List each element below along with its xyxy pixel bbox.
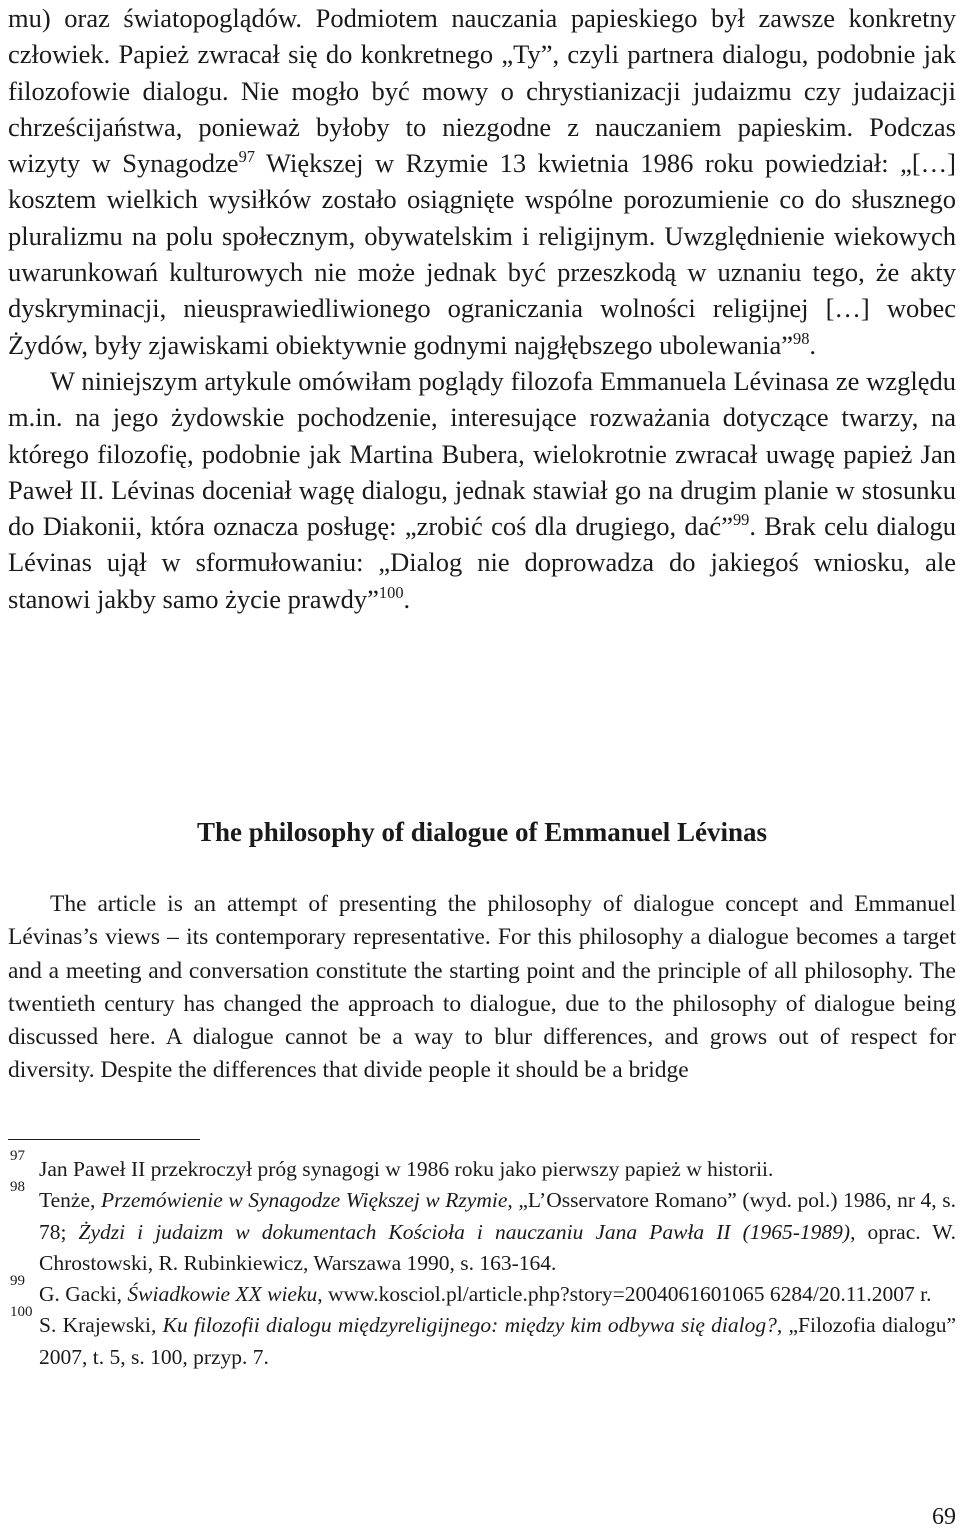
footnote-number: 97 (10, 1148, 25, 1164)
cited-title: Świadkowie XX wieku (127, 1282, 318, 1307)
footnote-ref-97[interactable]: 97 (238, 147, 255, 167)
footnote-ref-100[interactable]: 100 (378, 582, 404, 602)
body-paragraph-1: mu) oraz światopoglądów. Podmiotem nauczania papieskiego był zawsze konkretny człowiek. Papież zwracał się do konkretnego „Ty”, czyli partnera dialogu, podobnie jak filozofowie dialogu. Nie mogło być mowy o chrystianizacji judaizmu czy judaizacji chrześcijaństwa, ponieważ byłoby to niezgodne z nauczaniem papieskim. Podczas wizyty w Synagodze$^{97}$ Większej w Rzymie 13 kwietnia 1986 roku powiedział: „[…] kosztem wielkich wysiłków zostało osiągnięte wspólne porozumienie co do słusznego pluralizmu na polu społecznym, obywatelskim i religijnym. Uwzględnienie wiekowych uwarunkowań kulturowych nie może jednak być przeszkodą w uznaniu tego, że akty dyskryminacji, nieusprawiedliwionego ograniczania wolności religijnej […] wobec Żydów, były zjawiskami obiektywnie godnymi najgłębszego ubolewania”$^{98}$. (8, 3, 957, 360)
cited-title: Żydzi i judaizm w dokumentach Kościoła i nauczaniu Jana Pawła II (1965-1989) (78, 1219, 851, 1244)
cited-title: Ku filozofii dialogu międzyreligijnego: między kim odbywa się dialog? (162, 1313, 777, 1338)
english-abstract: The article is an attempt of presenting the philosophy of dialogue concept and Emmanuel Lévinas’s views – its contemporary representative. For this philosophy a dialogue becomes a target and a meeting and conversation constitute the starting point and the principle of all philosophy. The twentieth century has changed the approach to dialogue, due to the philosophy of dialogue being discussed here. A dialogue cannot be a way to blur differences, and grows out of respect for diversity. Despite the differences that divide people it should be a bridge (8, 891, 956, 1084)
english-summary-title: The philosophy of dialogue of Emmanuel Lévinas (196, 817, 768, 847)
footnote-98: 98 Tenże, Przemówienie w Synagodze Większej w Rzymie, „L’Osservatore Romano” (wyd. pol.) 1986, nr 4, s. 78; Żydzi i judaizm w dokumentach Kościoła i nauczaniu Jana Pawła II (1965-1989), oprac. W. Chrostowski, R. Rubinkiewicz, Warszawa 1990, s. 163-164. (10, 1179, 957, 1275)
footnote-97: 97 Jan Paweł II przekroczył próg synagogi w 1986 roku jako pierwszy papież w historii. (10, 1148, 774, 1181)
polish-body-text (8, 0, 956, 617)
page-number: 69 (932, 1504, 956, 1530)
footnote-number: 99 (10, 1273, 25, 1290)
footnotes (8, 1148, 957, 1373)
footnote-separator (8, 1139, 200, 1140)
body-paragraph-2: W niniejszym artykule omówiłam poglądy filozofa Emmanuela Lévinasa ze względu m.in. na jego żydowskie pochodzenie, interesujące rozważania dotyczące twarzy, na którego filozofię, podobnie jak Martina Bubera, wielokrotnie zwracał uwagę papież Jan Paweł II. Lévinas doceniał wagę dialogu, jednak stawiał go na drugim planie w stosunku do Diakonii, która oznacza posługę: „zrobić coś dla drugiego, dać”$^{99}$. Brak celu dialogu Lévinas ujął w sformułowaniu: „Dialog nie doprowadza do jakiegoś wniosku, ale stanowi jakby samo życie prawdy”$^{100}$. (8, 365, 956, 614)
document-page (8, 0, 957, 1369)
footnote-ref-99[interactable]: 99 (732, 510, 750, 530)
footnote-number: 100 (10, 1304, 33, 1321)
footnote-number: 98 (10, 1179, 25, 1196)
footnote-ref-98[interactable]: 98 (793, 328, 810, 348)
cited-title: Przemówienie w Synagodze Większej w Rzymie (100, 1188, 508, 1213)
footnote-99: 99 G. Gacki, Świadkowie XX wieku, www.kosciol.pl/article.php?story=2004061601065 6284/20.11.2007 r. (10, 1273, 932, 1307)
footnote-100: 100 S. Krajewski, Ku filozofii dialogu międzyreligijnego: między kim odbywa się dialog?, „Filozofia dialogu” 2007, t. 5, s. 100, przyp. 7. (10, 1304, 956, 1369)
